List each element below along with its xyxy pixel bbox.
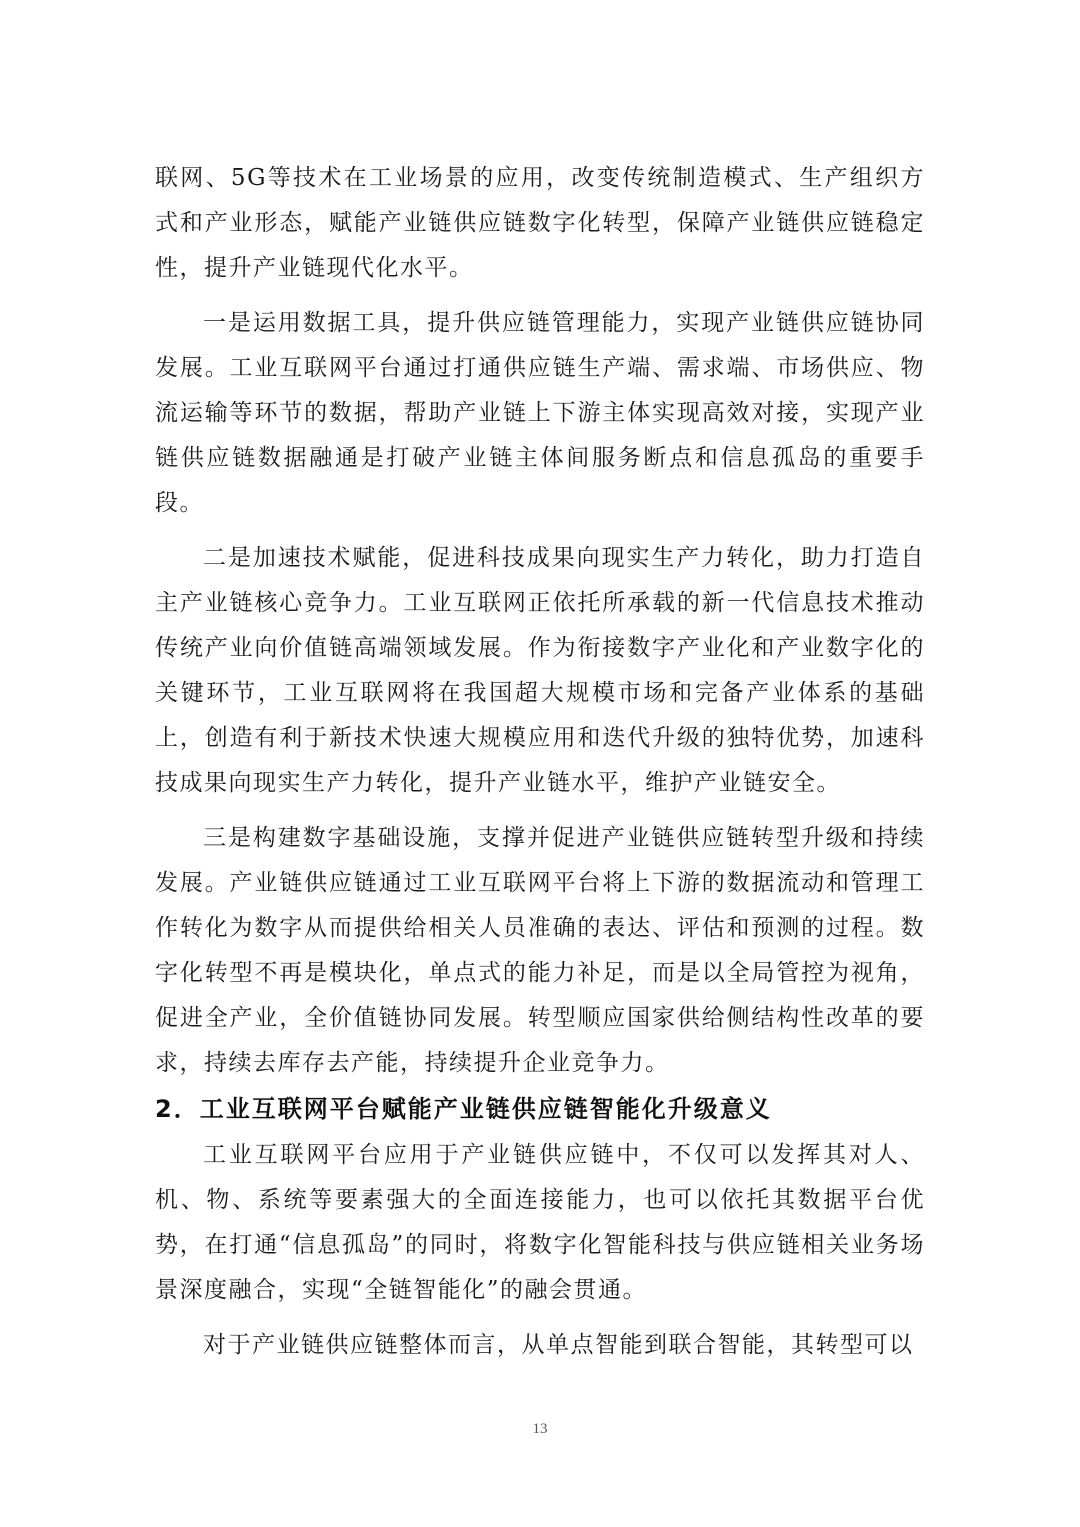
paragraph-gap	[155, 291, 925, 301]
page-number: 13	[532, 1421, 548, 1437]
paragraph-gap	[155, 806, 925, 816]
paragraph-continuation: 联网、5G等技术在工业场景的应用，改变传统制造模式、生产组织方式和产业形态，赋能产业链供应链数字化转型，保障产业链供应链稳定性，提升产业链现代化水平。	[155, 165, 925, 281]
page-body	[155, 156, 925, 1368]
paragraph-point-two: 二是加速技术赋能，促进科技成果向现实生产力转化，助力打造自主产业链核心竞争力。工业互联网正依托所承载的新一代信息技术推动传统产业向价值链高端领域发展。作为衔接数字产业化和产业数字化的关键环节，工业互联网将在我国超大规模市场和完备产业体系的基础上，创造有利于新技术快速大规模应用和迭代升级的独特优势，加速科技成果向现实生产力转化，提升产业链水平，维护产业链安全。	[155, 545, 925, 796]
paragraph-point-one: 一是运用数据工具，提升供应链管理能力，实现产业链供应链协同发展。工业互联网平台通过打通供应链生产端、需求端、市场供应、物流运输等环节的数据，帮助产业链上下游主体实现高效对接，实现产业链供应链数据融通是打破产业链主体间服务断点和信息孤岛的重要手段。	[155, 310, 925, 516]
paragraph-gap	[155, 526, 925, 536]
paragraph-point-three: 三是构建数字基础设施，支撑并促进产业链供应链转型升级和持续发展。产业链供应链通过工业互联网平台将上下游的数据流动和管理工作转化为数字从而提供给相关人员准确的表达、评估和预测的过程。数字化转型不再是模块化，单点式的能力补足，而是以全局管控为视角，促进全产业，全价值链协同发展。转型顺应国家供给侧结构性改革的要求，持续去库存去产能，持续提升企业竞争力。	[155, 825, 925, 1076]
paragraph-section-intro: 工业互联网平台应用于产业链供应链中，不仅可以发挥其对人、机、物、系统等要素强大的全面连接能力，也可以依托其数据平台优势，在打通“信息孤岛”的同时，将数字化智能科技与供应链相关业务场景深度融合，实现“全链智能化”的融会贯通。	[155, 1142, 925, 1303]
paragraph-section-continues: 对于产业链供应链整体而言，从单点智能到联合智能，其转型可以	[203, 1332, 914, 1358]
paragraph-gap	[155, 1313, 925, 1323]
section-heading: 2．工业互联网平台赋能产业链供应链智能化升级意义	[155, 1095, 772, 1123]
